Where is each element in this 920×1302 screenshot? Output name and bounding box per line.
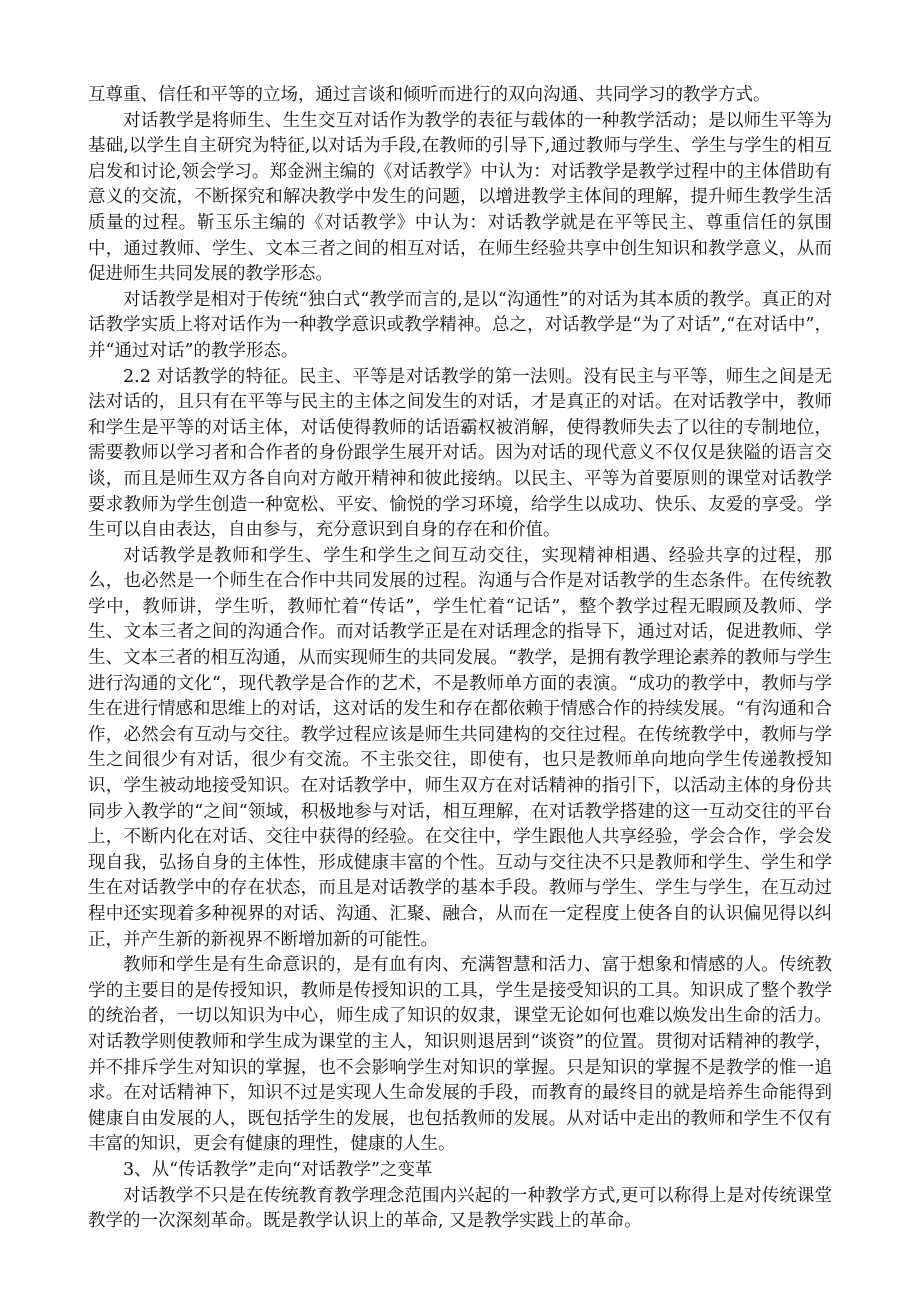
document-body [88,83,832,1235]
paragraph-continued: 互尊重、信任和平等的立场，通过言谈和倾听而进行的双向沟通、共同学习的教学方式。 [88,85,771,105]
paragraph-dialogue-vs-monologue: 对话教学是相对于传统“独白式“教学而言的,是以“沟通性”的对话为其本质的教学。真正的对话教学实质上将对话作为一种教学意识或教学精神。总之，对话教学是“为了对话”,“在对话中”，并“通过对话”的教学形态。 [88,289,832,361]
paragraph-life-consciousness: 教师和学生是有生命意识的，是有血有肉、充满智慧和活力、富于想象和情感的人。传统教学的主要目的是传授知识，教师是传授知识的工具，学生是接受知识的工具。知识成了整个教学的统治者，一切以知识为中心，师生成了知识的奴隶，课堂无论如何也难以焕发出生命的活力。对话教学则使教师和学生成为课堂的主人，知识则退居到“谈资”的位置。贯彻对话精神的教学，并不排斥学生对知识的掌握，也不会影响学生对知识的掌握。只是知识的掌握不是教学的惟一追求。在对话精神下，知识不过是实现人生命发展的手段，而教育的最终目的就是培养生命能得到健康自由发展的人，既包括学生的发展，也包括教师的发展。从对话中走出的教师和学生不仅有丰富的知识，更会有健康的理性，健康的人生。 [88,955,832,1155]
paragraph-dialogue-teaching-definition: 对话教学是将师生、生生交互对话作为教学的表征与载体的一种教学活动；是以师生平等为基础,以学生自主研究为特征,以对话为手段,在教师的引导下,通过教师与学生、学生与学生的相互启发和讨论,领会学习。郑金洲主编的《对话教学》中认为：对话教学是教学过程中的主体借助有意义的交流，不断探究和解决教学中发生的问题，以增进教学主体间的理解，提升师生教学生活质量的过程。靳玉乐主编的《对话教学》中认为：对话教学就是在平等民主、尊重信任的氛围中，通过教师、学生、文本三者之间的相互对话，在师生经验共享中创生知识和教学意义，从而促进师生共同发展的教学形态。 [88,110,832,285]
paragraph-interaction-cooperation: 对话教学是教师和学生、学生和学生之间互动交往，实现精神相遇、经验共享的过程，那么，也必然是一个师生在合作中共同发展的过程。沟通与合作是对话教学的生态条件。在传统教学中，教师讲，学生听，教师忙着“传话”，学生忙着“记话”，整个教学过程无暇顾及教师、学生、文本三者之间的沟通合作。而对话教学正是在对话理念的指导下，通过对话，促进教师、学生、文本三者的相互沟通，从而实现师生的共同发展。“教学，是拥有教学理论素养的教师与学生进行沟通的文化“，现代教学是合作的艺术，不是教师单方面的表演。“成功的教学中，教师与学生在进行情感和思维上的对话，这对话的发生和存在都依赖于情感合作的持续发展。“有沟通和合作，必然会有互动与交往。教学过程应该是师生共同建构的交往过程。在传统教学中，教师与学生之间很少有对话，很少有交流。不主张交往，即使有，也只是教师单向地向学生传递教授知识，学生被动地接受知识。在对话教学中，师生双方在对话精神的指引下，以活动主体的身份共同步入教学的“之间“领域，积极地参与对话，相互理解，在对话教学搭建的这一互动交往的平台上，不断内化在对话、交往中获得的经验。在交往中，学生跟他人共享经验，学会合作，学会发现自我，弘扬自身的主体性，形成健康丰富的个性。互动与交往决不只是教师和学生、学生和学生在对话教学中的存在状态，而且是对话教学的基本手段。教师与学生、学生与学生，在互动过程中还实现着多种视界的对话、沟通、汇聚、融合，从而在一定程度上使各自的认识偏见得以纠正，并产生新的新视界不断增加新的可能性。 [88,545,832,950]
paragraph-reform: 对话教学不只是在传统教育教学理念范围内兴起的一种教学方式,更可以称得上是对传统课堂教学的一次深刻革命。既是教学认识上的革命, 又是教学实践上的革命。 [88,1185,832,1232]
section-heading-3: 3、从“传话教学”走向“对话教学”之变革 [123,1159,433,1180]
paragraph-section-2-2: 2.2 对话教学的特征。民主、平等是对话教学的第一法则。没有民主与平等，师生之间是无法对话的，且只有在平等与民主的主体之间发生的对话，才是真正的对话。在对话教学中，教师和学生是平等的对话主体，对话使得教师的话语霸权被消解，使得教师失去了以往的专制地位，需要教师以学习者和合作者的身份跟学生展开对话。因为对话的现代意义不仅仅是狭隘的语言交谈，而且是师生双方各自向对方敞开精神和彼此接纳。以民主、平等为首要原则的课堂对话教学要求教师为学生创造一种宽松、平安、愉悦的学习环境，给学生以成功、快乐、友爱的享受。学生可以自由表达，自由参与，充分意识到自身的存在和价值。 [88,366,832,541]
